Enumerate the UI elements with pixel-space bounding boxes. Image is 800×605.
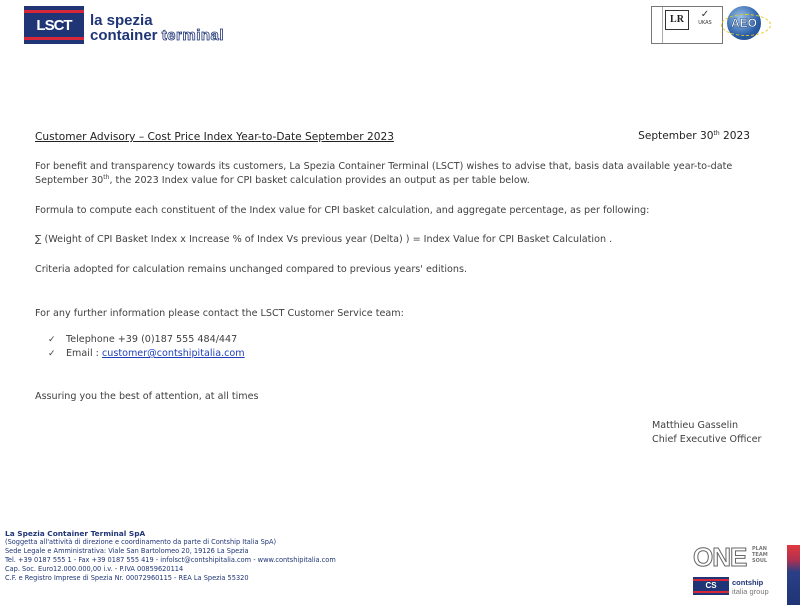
email-label: Email : (66, 348, 99, 359)
cs-text: CS (705, 581, 717, 590)
one-logo-tagline: PLAN TEAM SOUL (752, 546, 768, 564)
formula: ∑ (Weight of CPI Basket Index x Increase % of Index Vs previous year (Delta) ) = Index Value for CPI Basket Calculation . (35, 234, 613, 245)
signature-title: Chief Executive Officer (652, 434, 762, 445)
lsct-logo-text: LSCT (36, 17, 72, 34)
brand-wordmark (90, 13, 224, 43)
checkmark-icon: ✓ (48, 349, 56, 359)
contact-intro: For any further information please contact the LSCT Customer Service team: (35, 308, 404, 319)
contact-telephone (48, 333, 245, 347)
brand-line2 (90, 28, 224, 43)
contact-email (48, 347, 245, 361)
decorative-corner-bar (787, 545, 800, 605)
one-logo: ONE (693, 542, 747, 572)
lloyds-register-icon: LR (665, 10, 689, 30)
contship-subtitle: italia group (732, 587, 769, 596)
contship-wordmark (732, 578, 769, 596)
brand-terminal: terminal (161, 27, 225, 44)
company-footer (5, 529, 336, 583)
aeo-text: AEO (731, 16, 758, 30)
intro-paragraph: For benefit and transparency towards its customers, La Spezia Container Terminal (LSCT) wishes to advise that, basis data available year-to-date September 30th, the 2023 Index value for CPI basket calculation provides an output as per table below. (35, 161, 733, 186)
email-link[interactable]: customer@contshipitalia.com (101, 348, 245, 359)
telephone-text: Telephone +39 (0)187 555 484/447 (66, 334, 238, 345)
footer-line: Cap. Soc. Euro12.000.000,00 i.v. - P.IVA 00859620114 (5, 565, 184, 573)
checkmark-icon: ✓ (48, 335, 56, 345)
contship-name: contship (732, 578, 764, 587)
brand-container: container (90, 27, 158, 44)
document-date: September 30th 2023 (638, 130, 750, 142)
cert-side-label (652, 7, 663, 43)
certification-badge (651, 6, 723, 44)
footer-line: (Soggetta all'attività di direzione e coordinamento da parte di Contship Italia SpA) (5, 538, 277, 546)
footer-line: C.F. e Registro Imprese di Spezia Nr. 00072960115 - REA La Spezia 55320 (5, 574, 249, 582)
criteria-note: Criteria adopted for calculation remains unchanged compared to previous years' editions. (35, 264, 468, 275)
lsct-logo (24, 6, 84, 44)
aeo-logo (725, 4, 769, 44)
signature-block (652, 419, 761, 447)
page-title: Customer Advisory – Cost Price Index Year-to-Date September 2023 (35, 131, 394, 143)
footer-line: Tel. +39 0187 555 1 - Fax +39 0187 555 419 - infolsct@contshipitalia.com - www.contshipitalia.com (5, 556, 336, 564)
footer-line: Sede Legale e Amministrativa: Viale San Bartolomeo 20, 19126 La Spezia (5, 547, 249, 555)
brand-line1: la spezia (90, 12, 153, 29)
footer-company-name: La Spezia Container Terminal SpA (5, 529, 146, 538)
contship-logo (693, 577, 729, 595)
contact-list (48, 333, 245, 361)
closing-line: Assuring you the best of attention, at all times (35, 391, 259, 402)
formula-intro: Formula to compute each constituent of the Index value for CPI basket calculation, and aggregate percentage, as per following: (35, 205, 650, 216)
signature-name: Matthieu Gasselin (652, 420, 739, 431)
ukas-icon: ✓ UKAS (698, 9, 712, 26)
